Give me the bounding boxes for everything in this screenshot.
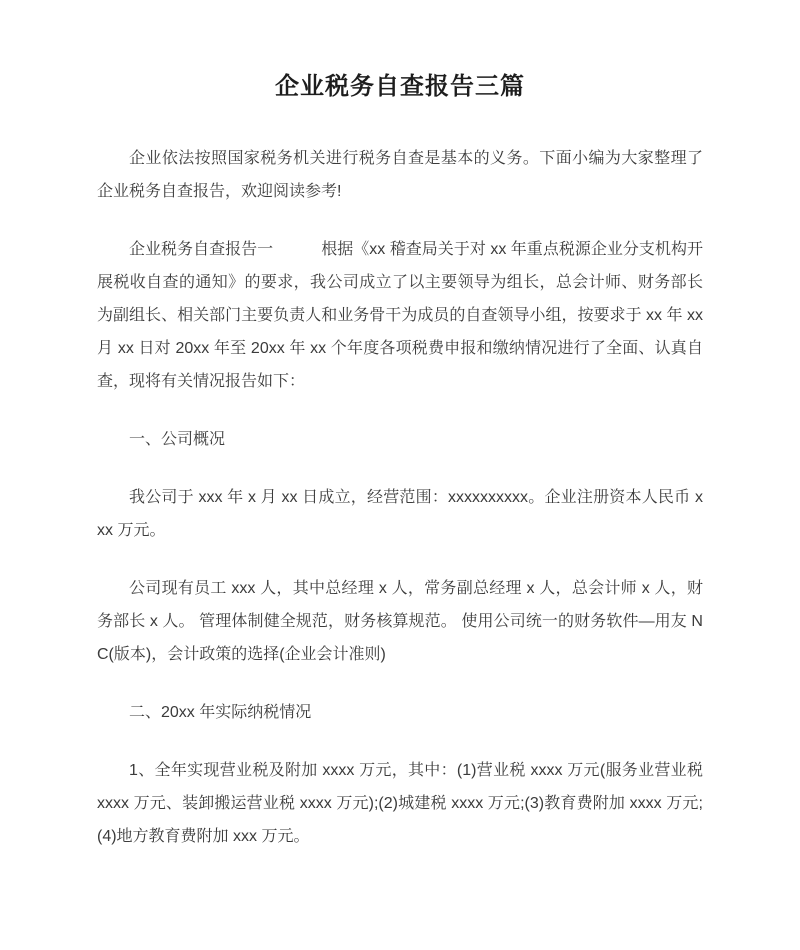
document-title: 企业税务自查报告三篇 — [275, 73, 525, 100]
paragraph: 我公司于 xxx 年 x 月 xx 日成立，经营范围：xxxxxxxxxx。企业注册资本人民币 xxx 万元。 — [97, 489, 703, 539]
section-heading: 一、公司概况 — [129, 431, 226, 448]
paragraph: 企业依法按照国家税务机关进行税务自查是基本的义务。下面小编为大家整理了企业税务自查报告，欢迎阅读参考! — [97, 150, 703, 200]
paragraph: 企业税务自查报告一 根据《xx 稽查局关于对 xx 年重点税源企业分支机构开展税收自查的通知》的要求，我公司成立了以主要领导为组长，总会计师、财务部长为副组长、相关部门主要负责人和业务骨干为成员的自查领导小组，按要求于 xx 年 xx 月 xx 日对 20xx 年至 20xx 年 xx 个年度各项税费申报和缴纳情况进行了全面、认真自查，现将有关情况报告如下： — [97, 241, 703, 390]
paragraph: 1、全年实现营业税及附加 xxxx 万元，其中：(1)营业税 xxxx 万元(服务业营业税 xxxx 万元、装卸搬运营业税 xxxx 万元);(2)城建税 xxxx 万元;(3)教育费附加 xxxx 万元;(4)地方教育费附加 xxx 万元。 — [97, 762, 703, 845]
paragraph: 公司现有员工 xxx 人，其中总经理 x 人，常务副总经理 x 人，总会计师 x 人，财务部长 x 人。 管理体制健全规范，财务核算规范。 使用公司统一的财务软件—用友 NC(版本)，会计政策的选择(企业会计准则) — [97, 580, 703, 663]
section-heading: 二、20xx 年实际纳税情况 — [129, 704, 312, 721]
document-body — [97, 142, 703, 853]
